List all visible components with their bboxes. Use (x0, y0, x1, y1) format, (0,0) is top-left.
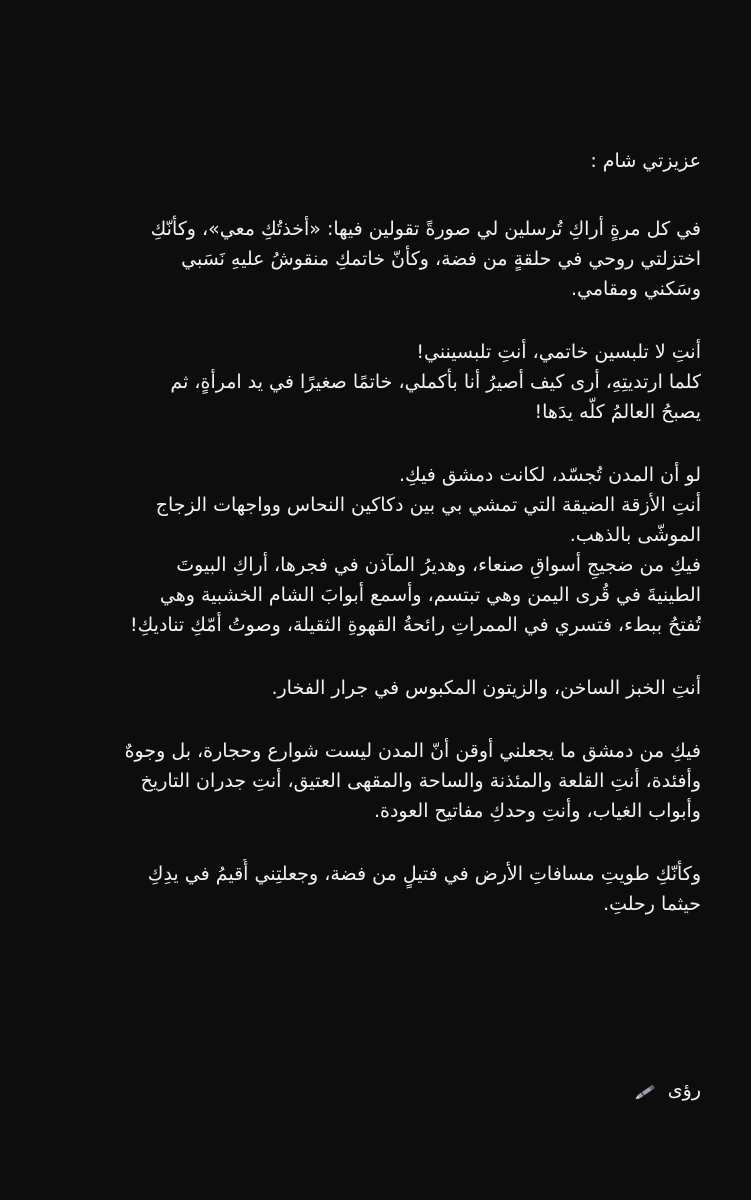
paragraph-line: الموشّى بالذهب. (569, 524, 701, 546)
paragraph-4 (40, 673, 701, 703)
paragraph-line: تُفتحُ ببطء، فتسري في الممراتِ رائحةُ القهوةِ الثقيلة، وصوتُ أمّكِ تناديكِ! (130, 614, 701, 636)
paragraph-line: وأبواب الغياب، وأنتِ وحدكِ مفاتيح العودة. (373, 800, 701, 822)
paragraph-line: وسَكني ومقامي. (570, 278, 701, 300)
paragraph-3 (40, 460, 701, 640)
paragraph-line: فيكِ من دمشق ما يجعلني أوقن أنّ المدن ليست شوارع وحجارة، بل وجوهٌ (124, 740, 701, 762)
signature-name: رؤى (667, 1079, 701, 1101)
paragraph-line: يصبحُ العالمُ كلّه يدَها! (534, 401, 701, 423)
paragraph-line: أنتِ لا تلبسين خاتمي، أنتِ تلبسينني! (416, 341, 701, 363)
letter-body (40, 146, 701, 952)
paragraph-line: وأفئدة، أنتِ القلعة والمئذنة والساحة والمقهى العتيق، أنتِ جدران التاريخ (140, 770, 701, 792)
paragraph-line: لو أن المدن تُجسّد، لكانت دمشق فيكِ. (399, 464, 701, 486)
salutation-line: عزيزتي شام : (590, 150, 701, 172)
signature (632, 1075, 701, 1105)
paragraph-line: الطينيةَ في قُرى اليمن وهي تبتسم، وأسمع أبوابَ الشام الخشبية وهي (159, 584, 701, 606)
paragraph-line: أنتِ الخبز الساخن، والزيتون المكبوس في جرار الفخار. (271, 677, 701, 699)
paragraph-line: وكأنّكِ طويتِ مسافاتِ الأرض في فتيلٍ من فضة، وجعلتِني أُقيمُ في يدِكِ (147, 863, 701, 885)
paragraph-line: في كل مرةٍ أراكِ تُرسلين لي صورةً تقولين فيها: «أخذتُكِ معي»، وكأنّكِ (150, 218, 701, 240)
paragraph-1 (40, 214, 701, 304)
pen-icon (632, 1080, 662, 1100)
paragraph-2 (40, 337, 701, 427)
paragraph-5 (40, 736, 701, 826)
paragraph-line: أنتِ الأزقة الضيقة التي تمشي بي بين دكاكين النحاس وواجهات الزجاج (155, 494, 701, 516)
paragraph-line: فيكِ من ضجيجِ أسواقِ صنعاء، وهديرُ المآذن في فجرها، أراكِ البيوتَ (176, 554, 701, 576)
paragraph-line: اختزلتي روحي في حلقةٍ من فضة، وكأنّ خاتمكِ منقوشُ عليهِ نَسَبي (181, 248, 701, 270)
paragraph-line: حيثما رحلتِ. (603, 893, 701, 915)
salutation (40, 146, 701, 176)
paragraph-line: كلما ارتديتِهِ، أرى كيف أصيرُ أنا بأكملي، خاتمًا صغيرًا في يد امرأةٍ، ثم (170, 371, 701, 393)
paragraph-6 (40, 859, 701, 919)
